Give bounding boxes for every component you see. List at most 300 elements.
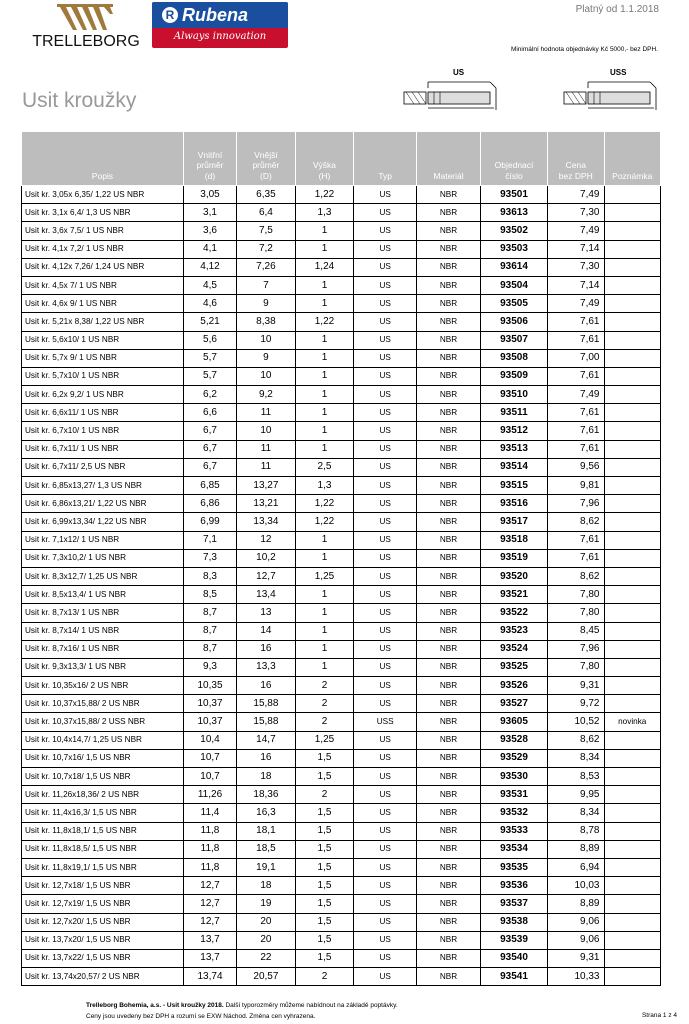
cell-typ: US: [354, 931, 417, 949]
cell-typ: US: [354, 204, 417, 222]
cell-material: NBR: [417, 531, 481, 549]
cell-vnejsi-prumer: 12: [237, 531, 296, 549]
cell-typ: US: [354, 567, 417, 585]
table-row: [22, 749, 661, 767]
cell-popis: Usit kr. 3,1x 6,4/ 1,3 US NBR: [22, 204, 184, 222]
cell-poznamka: [604, 858, 661, 876]
cell-objednaci-cislo: 93519: [480, 549, 547, 567]
cell-objednaci-cislo: 93535: [480, 858, 547, 876]
price-table: [21, 131, 661, 986]
cell-vyska: 1: [295, 222, 354, 240]
cell-material: NBR: [417, 586, 481, 604]
cell-popis: Usit kr. 4,6x 9/ 1 US NBR: [22, 295, 184, 313]
cell-vnitrni-prumer: 4,1: [183, 240, 236, 258]
table-row: [22, 422, 661, 440]
cell-vnejsi-prumer: 16: [237, 677, 296, 695]
cell-vyska: 1,5: [295, 822, 354, 840]
cell-material: NBR: [417, 458, 481, 476]
page-title: Usit kroužky: [22, 89, 137, 112]
cell-poznamka: [604, 331, 661, 349]
cell-objednaci-cislo: 93514: [480, 458, 547, 476]
cell-vnitrni-prumer: 13,7: [183, 949, 236, 967]
cell-material: NBR: [417, 768, 481, 786]
cell-cena: 8,62: [548, 567, 604, 585]
cell-poznamka: [604, 367, 661, 385]
cell-popis: Usit kr. 12,7x18/ 1,5 US NBR: [22, 877, 184, 895]
cell-poznamka: [604, 477, 661, 495]
cell-popis: Usit kr. 7,3x10,2/ 1 US NBR: [22, 549, 184, 567]
cell-vnitrni-prumer: 5,6: [183, 331, 236, 349]
table-row: [22, 386, 661, 404]
cell-poznamka: [604, 949, 661, 967]
cell-vyska: 2: [295, 786, 354, 804]
cell-vyska: 1: [295, 586, 354, 604]
cell-vnitrni-prumer: 8,7: [183, 640, 236, 658]
cell-vnejsi-prumer: 16: [237, 640, 296, 658]
cell-vnitrni-prumer: 7,1: [183, 531, 236, 549]
rubena-wordmark: Rubena: [182, 5, 249, 25]
cell-poznamka: [604, 749, 661, 767]
cell-vnitrni-prumer: 10,37: [183, 713, 236, 731]
cell-typ: US: [354, 658, 417, 676]
cell-material: NBR: [417, 622, 481, 640]
cell-objednaci-cislo: 93522: [480, 604, 547, 622]
table-row: [22, 695, 661, 713]
cell-vyska: 1,5: [295, 768, 354, 786]
cell-poznamka: [604, 931, 661, 949]
cell-cena: 7,80: [548, 658, 604, 676]
column-header-line: Výška: [312, 160, 337, 170]
cell-vnitrni-prumer: 11,8: [183, 840, 236, 858]
column-header-material: [417, 132, 481, 186]
cell-typ: US: [354, 240, 417, 258]
cell-vyska: 1: [295, 240, 354, 258]
cell-popis: Usit kr. 10,4x14,7/ 1,25 US NBR: [22, 731, 184, 749]
cell-typ: US: [354, 440, 417, 458]
column-header-vnitrni-prumer: [183, 132, 236, 186]
cell-vyska: 1,3: [295, 477, 354, 495]
cell-typ: US: [354, 677, 417, 695]
cell-vyska: 1: [295, 622, 354, 640]
cell-popis: Usit kr. 11,8x18,5/ 1,5 US NBR: [22, 840, 184, 858]
cell-popis: Usit kr. 6,6x11/ 1 US NBR: [22, 404, 184, 422]
cell-cena: 9,06: [548, 913, 604, 931]
cell-typ: US: [354, 258, 417, 276]
column-header-line: Poznámka: [612, 170, 653, 181]
cell-vyska: 2: [295, 713, 354, 731]
cell-material: NBR: [417, 186, 481, 204]
cell-typ: US: [354, 313, 417, 331]
table-row: [22, 567, 661, 585]
table-row: [22, 222, 661, 240]
cell-vyska: 2,5: [295, 458, 354, 476]
column-header-cena: [548, 132, 604, 186]
cell-vnejsi-prumer: 11: [237, 440, 296, 458]
cell-vnejsi-prumer: 9: [237, 295, 296, 313]
column-header-line: Objednací: [494, 160, 534, 170]
table-row: [22, 331, 661, 349]
cell-objednaci-cislo: 93508: [480, 349, 547, 367]
cell-popis: Usit kr. 6,85x13,27/ 1,3 US NBR: [22, 477, 184, 495]
cell-poznamka: [604, 404, 661, 422]
cell-vnitrni-prumer: 6,7: [183, 422, 236, 440]
cell-poznamka: [604, 786, 661, 804]
cell-poznamka: [604, 968, 661, 986]
us-seal-diagram: [400, 66, 510, 116]
cell-vyska: 1: [295, 276, 354, 294]
cell-cena: 7,61: [548, 422, 604, 440]
column-header-line: Vnější: [254, 149, 278, 160]
cell-popis: Usit kr. 6,99x13,34/ 1,22 US NBR: [22, 513, 184, 531]
cell-cena: 7,49: [548, 295, 604, 313]
cell-vyska: 1: [295, 440, 354, 458]
cell-popis: Usit kr. 8,7x14/ 1 US NBR: [22, 622, 184, 640]
cell-objednaci-cislo: 93518: [480, 531, 547, 549]
cell-cena: 8,34: [548, 749, 604, 767]
cell-objednaci-cislo: 93536: [480, 877, 547, 895]
cell-vyska: 1,5: [295, 840, 354, 858]
cell-vnitrni-prumer: 11,8: [183, 858, 236, 876]
cell-popis: Usit kr. 3,05x 6,35/ 1,22 US NBR: [22, 186, 184, 204]
cell-typ: US: [354, 840, 417, 858]
cell-poznamka: [604, 877, 661, 895]
cell-objednaci-cislo: 93520: [480, 567, 547, 585]
cell-objednaci-cislo: 93516: [480, 495, 547, 513]
table-row: [22, 313, 661, 331]
footer-company: Trelleborg Bohemia, a.s. - Usit kroužky 2018.: [86, 1002, 224, 1009]
cell-typ: US: [354, 877, 417, 895]
cell-popis: Usit kr. 13,7x22/ 1,5 US NBR: [22, 949, 184, 967]
cell-cena: 7,14: [548, 240, 604, 258]
cell-poznamka: [604, 422, 661, 440]
table-row: [22, 949, 661, 967]
cell-cena: 7,49: [548, 386, 604, 404]
cell-vyska: 1,5: [295, 858, 354, 876]
cell-vnejsi-prumer: 8,38: [237, 313, 296, 331]
uss-seal-diagram: [560, 66, 670, 116]
cell-objednaci-cislo: 93605: [480, 713, 547, 731]
cell-vyska: 1,25: [295, 567, 354, 585]
cell-poznamka: [604, 586, 661, 604]
table-row: [22, 713, 661, 731]
cell-objednaci-cislo: 93513: [480, 440, 547, 458]
table-row: [22, 731, 661, 749]
cell-material: NBR: [417, 895, 481, 913]
trelleborg-emblem-icon: [27, 2, 145, 34]
cell-vnejsi-prumer: 11: [237, 458, 296, 476]
column-header-vyska: [295, 132, 354, 186]
cell-vyska: 1,5: [295, 749, 354, 767]
cell-vyska: 1,3: [295, 204, 354, 222]
cell-cena: 7,49: [548, 222, 604, 240]
cell-poznamka: [604, 695, 661, 713]
cell-typ: US: [354, 604, 417, 622]
cell-poznamka: [604, 349, 661, 367]
table-row: [22, 822, 661, 840]
cell-cena: 7,30: [548, 258, 604, 276]
cell-cena: 8,89: [548, 840, 604, 858]
cell-vyska: 1,5: [295, 949, 354, 967]
cell-vnejsi-prumer: 13: [237, 604, 296, 622]
cell-cena: 7,80: [548, 604, 604, 622]
footer-line-1: [86, 1002, 398, 1009]
cell-objednaci-cislo: 93509: [480, 367, 547, 385]
cell-typ: US: [354, 804, 417, 822]
cell-vyska: 1: [295, 331, 354, 349]
cell-typ: US: [354, 768, 417, 786]
cell-cena: 7,61: [548, 367, 604, 385]
cell-vnitrni-prumer: 8,7: [183, 622, 236, 640]
cell-popis: Usit kr. 13,7x20/ 1,5 US NBR: [22, 931, 184, 949]
cell-poznamka: [604, 313, 661, 331]
cell-vyska: 1,5: [295, 804, 354, 822]
column-header-line: Typ: [378, 170, 393, 181]
column-header-line: Cena: [565, 160, 586, 170]
cell-vnitrni-prumer: 5,21: [183, 313, 236, 331]
cell-vyska: 2: [295, 677, 354, 695]
cell-popis: Usit kr. 10,35x16/ 2 US NBR: [22, 677, 184, 695]
cell-popis: Usit kr. 6,2x 9,2/ 1 US NBR: [22, 386, 184, 404]
column-header-poznamka: [604, 132, 661, 186]
cell-vyska: 1,5: [295, 895, 354, 913]
cell-material: NBR: [417, 258, 481, 276]
cell-typ: US: [354, 349, 417, 367]
cell-material: NBR: [417, 913, 481, 931]
trelleborg-logo: [27, 2, 145, 50]
cell-objednaci-cislo: 93539: [480, 931, 547, 949]
cell-vnejsi-prumer: 18,36: [237, 786, 296, 804]
cell-typ: US: [354, 640, 417, 658]
cell-vyska: 2: [295, 695, 354, 713]
cell-vnitrni-prumer: 6,6: [183, 404, 236, 422]
table-row: [22, 240, 661, 258]
cell-objednaci-cislo: 93538: [480, 913, 547, 931]
cell-vnitrni-prumer: 12,7: [183, 877, 236, 895]
cell-cena: 9,56: [548, 458, 604, 476]
cell-vyska: 1,22: [295, 495, 354, 513]
column-header-vnejsi-prumer: [237, 132, 296, 186]
cell-popis: Usit kr. 10,7x16/ 1,5 US NBR: [22, 749, 184, 767]
table-row: [22, 186, 661, 204]
cell-vnitrni-prumer: 11,8: [183, 822, 236, 840]
column-header-line: Materiál: [433, 170, 464, 181]
cell-popis: Usit kr. 5,21x 8,38/ 1,22 US NBR: [22, 313, 184, 331]
cell-cena: 7,61: [548, 331, 604, 349]
table-row: [22, 786, 661, 804]
cell-vnejsi-prumer: 6,4: [237, 204, 296, 222]
cell-vnejsi-prumer: 15,88: [237, 695, 296, 713]
rubena-slogan: Always innovation: [173, 31, 267, 42]
cell-vyska: 1: [295, 604, 354, 622]
cell-material: NBR: [417, 422, 481, 440]
table-row: [22, 495, 661, 513]
cell-cena: 7,61: [548, 531, 604, 549]
cell-vnitrni-prumer: 6,99: [183, 513, 236, 531]
cell-vnitrni-prumer: 10,35: [183, 677, 236, 695]
cell-vnejsi-prumer: 15,88: [237, 713, 296, 731]
table-header-row: [22, 132, 661, 186]
cell-poznamka: [604, 658, 661, 676]
table-row: [22, 840, 661, 858]
cell-popis: Usit kr. 11,26x18,36/ 2 US NBR: [22, 786, 184, 804]
table-row: [22, 440, 661, 458]
cell-material: NBR: [417, 386, 481, 404]
cell-typ: USS: [354, 713, 417, 731]
cell-cena: 7,96: [548, 640, 604, 658]
cell-material: NBR: [417, 313, 481, 331]
cell-popis: Usit kr. 6,7x10/ 1 US NBR: [22, 422, 184, 440]
cell-vnitrni-prumer: 6,2: [183, 386, 236, 404]
table-row: [22, 858, 661, 876]
table-row: [22, 622, 661, 640]
cell-vyska: 1: [295, 404, 354, 422]
footer-line-1-rest: Další typorozměry můžeme nabídnout na základě poptávky.: [223, 1002, 398, 1009]
cell-cena: 7,61: [548, 549, 604, 567]
cell-poznamka: [604, 567, 661, 585]
cell-popis: Usit kr. 6,86x13,21/ 1,22 US NBR: [22, 495, 184, 513]
cell-cena: 9,31: [548, 949, 604, 967]
cell-material: NBR: [417, 222, 481, 240]
table-row: [22, 768, 661, 786]
cell-material: NBR: [417, 731, 481, 749]
cell-material: NBR: [417, 549, 481, 567]
cell-vnejsi-prumer: 13,34: [237, 513, 296, 531]
cell-vnitrni-prumer: 6,86: [183, 495, 236, 513]
cell-poznamka: [604, 513, 661, 531]
cell-typ: US: [354, 477, 417, 495]
table-row: [22, 968, 661, 986]
cell-objednaci-cislo: 93530: [480, 768, 547, 786]
cell-vnitrni-prumer: 5,7: [183, 367, 236, 385]
cell-material: NBR: [417, 567, 481, 585]
cell-typ: US: [354, 367, 417, 385]
cell-vnitrni-prumer: 3,1: [183, 204, 236, 222]
cell-cena: 7,30: [548, 204, 604, 222]
cell-typ: US: [354, 531, 417, 549]
column-header-line: Vnitřní: [197, 149, 223, 160]
cell-vnejsi-prumer: 11: [237, 404, 296, 422]
cell-popis: Usit kr. 12,7x20/ 1,5 US NBR: [22, 913, 184, 931]
cell-typ: US: [354, 276, 417, 294]
cell-typ: US: [354, 786, 417, 804]
table-row: [22, 877, 661, 895]
cell-objednaci-cislo: 93505: [480, 295, 547, 313]
cell-typ: US: [354, 222, 417, 240]
column-header-line: průměr: [196, 160, 224, 170]
cell-typ: US: [354, 513, 417, 531]
table-row: [22, 549, 661, 567]
cell-vnejsi-prumer: 18,5: [237, 840, 296, 858]
cell-material: NBR: [417, 204, 481, 222]
cell-objednaci-cislo: 93506: [480, 313, 547, 331]
cell-vnejsi-prumer: 16,3: [237, 804, 296, 822]
cell-popis: Usit kr. 5,6x10/ 1 US NBR: [22, 331, 184, 349]
cell-vnitrni-prumer: 11,26: [183, 786, 236, 804]
rubena-logo: [152, 2, 288, 48]
cell-vyska: 1: [295, 386, 354, 404]
cell-vnitrni-prumer: 12,7: [183, 913, 236, 931]
table-row: [22, 604, 661, 622]
cell-popis: Usit kr. 11,4x16,3/ 1,5 US NBR: [22, 804, 184, 822]
cell-typ: US: [354, 895, 417, 913]
table-row: [22, 931, 661, 949]
cell-vyska: 1: [295, 531, 354, 549]
cell-material: NBR: [417, 367, 481, 385]
table-row: [22, 586, 661, 604]
cell-popis: Usit kr. 10,37x15,88/ 2 US NBR: [22, 695, 184, 713]
cell-vyska: 1,5: [295, 913, 354, 931]
cell-poznamka: [604, 276, 661, 294]
cell-popis: Usit kr. 12,7x19/ 1,5 US NBR: [22, 895, 184, 913]
cell-cena: 7,80: [548, 586, 604, 604]
cell-poznamka: [604, 622, 661, 640]
cell-vnitrni-prumer: 6,7: [183, 458, 236, 476]
cell-typ: US: [354, 458, 417, 476]
column-header-objednaci-cislo: [480, 132, 547, 186]
cell-cena: 8,34: [548, 804, 604, 822]
cell-objednaci-cislo: 93537: [480, 895, 547, 913]
cell-cena: 7,14: [548, 276, 604, 294]
cell-material: NBR: [417, 513, 481, 531]
column-header-line: bez DPH: [558, 170, 593, 181]
cell-objednaci-cislo: 93541: [480, 968, 547, 986]
column-header-typ: [354, 132, 417, 186]
cell-typ: US: [354, 404, 417, 422]
cell-vnejsi-prumer: 9,2: [237, 386, 296, 404]
cell-poznamka: [604, 604, 661, 622]
cell-cena: 7,96: [548, 495, 604, 513]
cell-popis: Usit kr. 10,7x18/ 1,5 US NBR: [22, 768, 184, 786]
cell-vnejsi-prumer: 10: [237, 331, 296, 349]
cell-vnitrni-prumer: 8,7: [183, 604, 236, 622]
cell-vyska: 1,22: [295, 513, 354, 531]
cell-vnitrni-prumer: 12,7: [183, 895, 236, 913]
cell-vnejsi-prumer: 7,5: [237, 222, 296, 240]
cell-cena: 9,72: [548, 695, 604, 713]
cell-vnejsi-prumer: 10,2: [237, 549, 296, 567]
cell-vyska: 2: [295, 968, 354, 986]
cell-vnitrni-prumer: 6,85: [183, 477, 236, 495]
cell-material: NBR: [417, 804, 481, 822]
cell-vyska: 1,25: [295, 731, 354, 749]
cell-vnejsi-prumer: 14: [237, 622, 296, 640]
cell-objednaci-cislo: 93502: [480, 222, 547, 240]
cell-material: NBR: [417, 822, 481, 840]
cell-typ: US: [354, 586, 417, 604]
cell-vnejsi-prumer: 13,21: [237, 495, 296, 513]
cell-poznamka: [604, 731, 661, 749]
cell-vnitrni-prumer: 8,3: [183, 567, 236, 585]
cell-material: NBR: [417, 858, 481, 876]
cell-objednaci-cislo: 93507: [480, 331, 547, 349]
table-row: [22, 258, 661, 276]
cell-popis: Usit kr. 5,7x 9/ 1 US NBR: [22, 349, 184, 367]
cell-objednaci-cislo: 93527: [480, 695, 547, 713]
cell-objednaci-cislo: 93524: [480, 640, 547, 658]
cell-poznamka: [604, 240, 661, 258]
cell-typ: US: [354, 913, 417, 931]
cell-poznamka: [604, 440, 661, 458]
cell-vnejsi-prumer: 12,7: [237, 567, 296, 585]
cell-vnejsi-prumer: 20: [237, 931, 296, 949]
cell-vnitrni-prumer: 13,7: [183, 931, 236, 949]
cell-popis: Usit kr. 11,8x19,1/ 1,5 US NBR: [22, 858, 184, 876]
cell-material: NBR: [417, 695, 481, 713]
uss-diagram-label: USS: [610, 68, 627, 77]
cell-cena: 9,06: [548, 931, 604, 949]
table-row: [22, 913, 661, 931]
cell-objednaci-cislo: 93533: [480, 822, 547, 840]
